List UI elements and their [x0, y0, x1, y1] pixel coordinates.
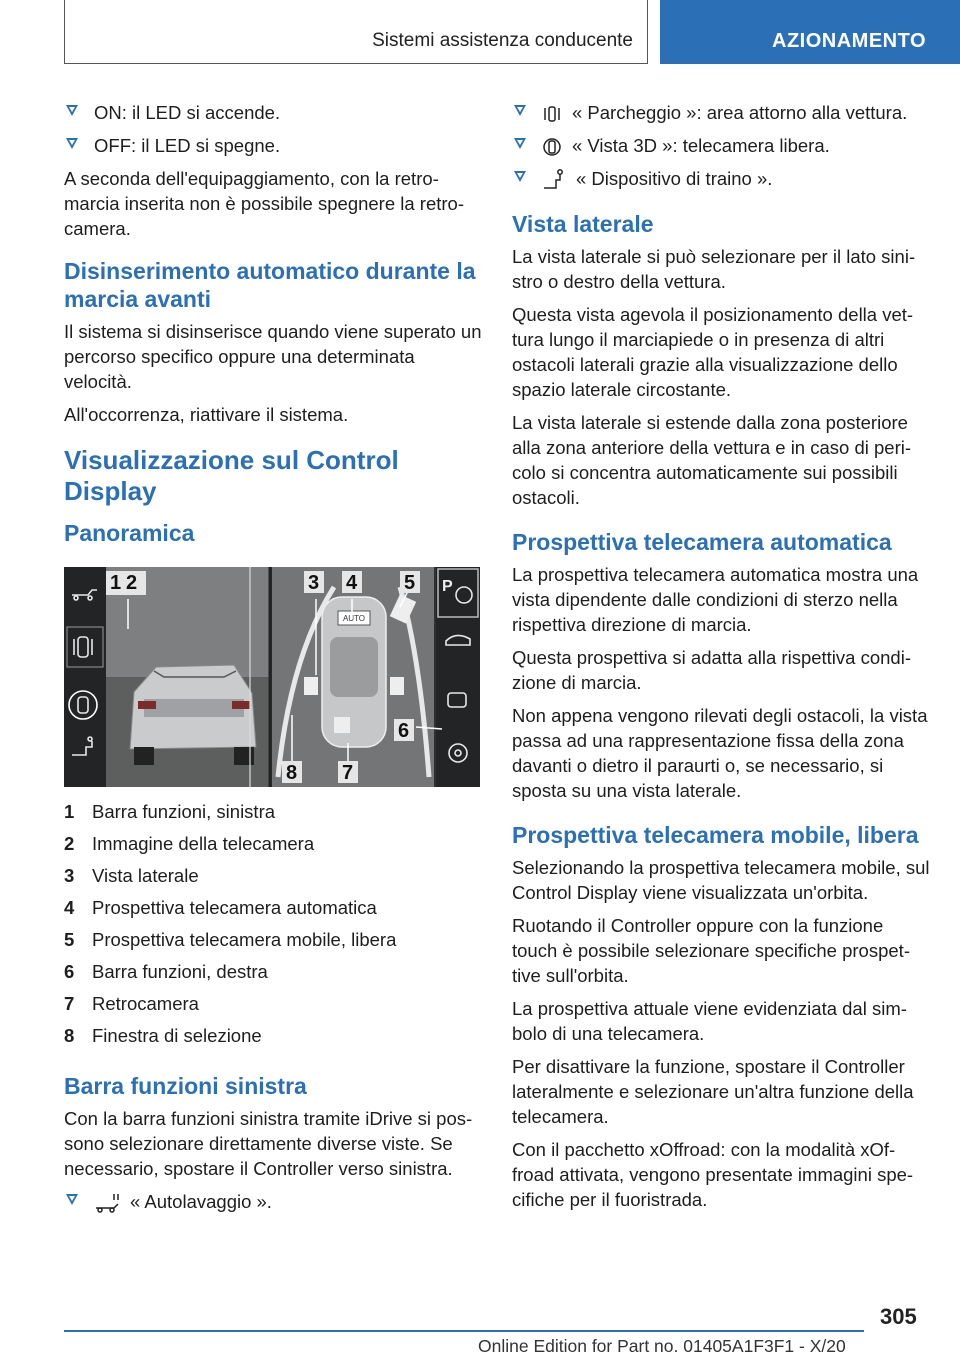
- svg-text:P: P: [442, 578, 453, 595]
- list-item: [64, 133, 482, 158]
- heading-panoramica: Panoramica: [64, 520, 195, 546]
- paragraph: La prospettiva telecamera automatica mostra una vista dipendente dalle condizioni di sterzo nella rispettiva direzione di marcia.: [512, 564, 919, 636]
- heading-prospettiva-mobile: Prospettiva telecamera mobile, libera: [512, 822, 919, 849]
- callout-1: 1: [110, 572, 122, 594]
- paragraph: Per disattivare la funzione, spostare il Controller lateralmente e selezionare un'altra funzione della telecamera.: [512, 1056, 914, 1128]
- paragraph: Con il pacchetto xOffroad: con la modalità xOffroad attivata, vengono presentate immagini specifiche per il fuoristrada.: [512, 1139, 914, 1211]
- bullet-triangle-icon: [66, 138, 78, 149]
- header-chapter-label: AZIONAMENTO: [772, 30, 927, 52]
- bullet-text: ON: il LED si accende.: [94, 102, 281, 123]
- page-header: [0, 0, 960, 68]
- paragraph: Ruotando il Controller oppure con la funzione touch è possibile selezionare specifiche prospettive sull'orbita.: [512, 915, 910, 987]
- callout-4: 4: [346, 572, 358, 594]
- left-column: [64, 100, 482, 1222]
- callout-2: 2: [126, 572, 138, 594]
- bullet-text: « Autolavaggio ».: [130, 1191, 272, 1212]
- paragraph: Questa prospettiva si adatta alla rispettiva condizione di marcia.: [512, 647, 911, 694]
- legend-row: [64, 959, 482, 984]
- heading-barra-funzioni: Barra funzioni sinistra: [64, 1073, 307, 1099]
- callout-3: 3: [308, 572, 320, 594]
- footer-edition: Online Edition for Part no. 01405A1F3F1 - X/20: [478, 1336, 846, 1356]
- legend-text: Vista laterale: [92, 865, 199, 886]
- bullet-triangle-icon: [66, 105, 78, 116]
- legend-row: [64, 863, 482, 888]
- control-display-figure: [64, 567, 480, 787]
- paragraph: Con la barra funzioni sinistra tramite iDrive si possono selezionare direttamente diverse viste. Se necessario, spostare il Controller verso sinistra.: [64, 1108, 473, 1179]
- legend-text: Prospettiva telecamera automatica: [92, 897, 377, 918]
- bullet-triangle-icon: [514, 138, 526, 149]
- legend-number: 8: [64, 1025, 75, 1046]
- paragraph: Non appena vengono rilevati degli ostacoli, la vista passa ad una rappresentazione fissa della zona davanti o dietro il paraurti o, se necessario, si sposta su una vista laterale.: [512, 705, 928, 802]
- bullet-text: OFF: il LED si spegne.: [94, 135, 281, 156]
- legend-number: 1: [64, 801, 75, 822]
- list-item: [512, 133, 930, 158]
- bullet-text: « Vista 3D »: telecamera libera.: [572, 135, 830, 157]
- legend-text: Retrocamera: [92, 993, 199, 1014]
- paragraph: La vista laterale si estende dalla zona posteriore alla zona anteriore della vettura e in caso di pericolo si concentra automaticamente sui possibili ostacoli.: [512, 412, 912, 509]
- legend-text: Barra funzioni, sinistra: [92, 801, 276, 822]
- paragraph: Selezionando la prospettiva telecamera mobile, sul Control Display viene visualizzata un'orbita.: [512, 857, 930, 904]
- bullet-triangle-icon: [514, 105, 526, 116]
- page-number: 305: [880, 1304, 917, 1329]
- legend-number: 4: [64, 897, 75, 918]
- legend-row: [64, 895, 482, 920]
- heading-visualizzazione: Visualizzazione sul Control Display: [64, 445, 399, 506]
- control-display-illustration: [64, 567, 480, 787]
- legend-row: [64, 831, 482, 856]
- legend-text: Prospettiva telecamera mobile, libera: [92, 929, 397, 950]
- paragraph: Il sistema si disinserisce quando viene superato un percorso specifico oppure una determinata velocità.: [64, 321, 482, 392]
- legend-row: [64, 1023, 482, 1048]
- car-wash-icon: [94, 1192, 120, 1214]
- paragraph: La prospettiva attuale viene evidenziata dal simbolo di una telecamera.: [512, 998, 907, 1045]
- list-item: [512, 100, 930, 125]
- footer-divider: [64, 1330, 864, 1332]
- legend-number: 7: [64, 993, 75, 1014]
- auto-badge-text: AUTO: [342, 614, 366, 623]
- legend-text: Finestra di selezione: [92, 1025, 262, 1046]
- header-section-box: [64, 0, 648, 64]
- legend-number: 5: [64, 929, 75, 950]
- tow-hitch-icon: [542, 168, 566, 192]
- callout-8: 8: [286, 762, 298, 784]
- header-chapter-tab: [660, 0, 960, 64]
- list-item: [64, 1189, 482, 1214]
- legend-text: Barra funzioni, destra: [92, 961, 268, 982]
- legend-number: 3: [64, 865, 75, 886]
- heading-vista-laterale: Vista laterale: [512, 211, 654, 238]
- legend-number: 2: [64, 833, 75, 854]
- legend-text: Immagine della telecamera: [92, 833, 315, 854]
- bullet-text: « Parcheggio »: area attorno alla vettura.: [572, 102, 908, 123]
- header-section-title: Sistemi assistenza conducente: [372, 30, 633, 51]
- bullet-text: « Dispositivo di traino ».: [576, 168, 773, 190]
- legend-row: [64, 991, 482, 1016]
- list-item: [64, 100, 482, 125]
- paragraph: A seconda dell'equipaggiamento, con la retromarcia inserita non è possibile spegnere la retrocamera.: [64, 168, 465, 239]
- legend-number: 6: [64, 961, 75, 982]
- figure-legend: [64, 799, 482, 1048]
- callout-7: 7: [342, 762, 354, 784]
- paragraph: All'occorrenza, riattivare il sistema.: [64, 404, 349, 425]
- callout-6: 6: [398, 720, 410, 742]
- parking-view-icon: [542, 103, 562, 125]
- heading-disinserimento: Disinserimento automatico durante la marcia avanti: [64, 258, 476, 312]
- legend-row: [64, 799, 482, 824]
- paragraph: La vista laterale si può selezionare per il lato sinistro o destro della vettura.: [512, 246, 916, 293]
- bullet-triangle-icon: [514, 171, 526, 182]
- heading-prospettiva-automatica: Prospettiva telecamera automatica: [512, 529, 892, 556]
- callout-5: 5: [404, 572, 416, 594]
- bullet-triangle-icon: [66, 1194, 78, 1205]
- legend-row: [64, 927, 482, 952]
- list-item: [512, 166, 930, 192]
- right-column: [512, 100, 930, 1220]
- 3d-view-icon: [542, 136, 562, 158]
- paragraph: Questa vista agevola il posizionamento della vettura lungo il marciapiede o in presenza di altri ostacoli laterali grazie alla visualizzazione dello spazio laterale circostante.: [512, 304, 914, 401]
